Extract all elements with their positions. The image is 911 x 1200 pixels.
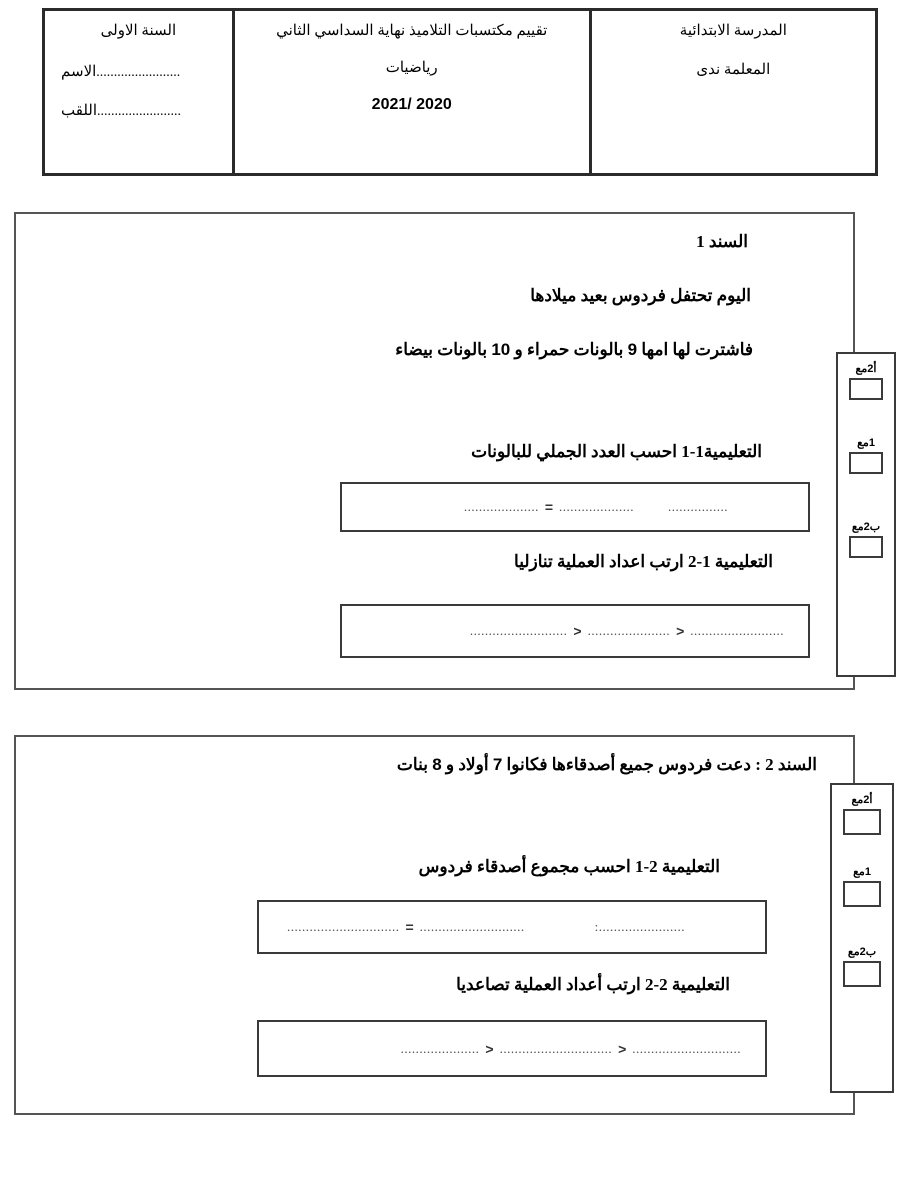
criterion-number: 1 [864,866,871,878]
criterion-number: 2 [863,794,870,806]
subject-name: رياضيات [385,59,438,76]
answer-1-dots-c: ................ [668,499,728,514]
boys-count: 7 [492,755,503,774]
exercise-1-task-1: التعليمية1-1 احسب العدد الجملي للبالونات [471,442,762,461]
header-cell-assessment [232,11,589,173]
student-surname-dots: ........................ [97,103,182,119]
criterion-suffix: أ [873,363,877,375]
criterion-prefix: مع [851,794,864,806]
context-text-a: فاشترت لها امها [641,340,753,359]
source-text-b: أولاد و [445,755,489,774]
context-text-b: بالونات حمراء و [514,340,624,359]
answer-1-dots-a: .............................. [286,919,400,934]
criterion-1-label [853,867,871,878]
answer-1-operator: = [405,919,414,935]
answer-1-dots-b: ............................ [419,919,525,934]
student-name-label: الاسم [61,63,97,80]
answer-1-dots-a: .................... [463,499,539,514]
answer-2-operator-1: < [573,623,582,639]
criterion-suffix: ب [865,946,877,958]
student-name-dots: ........................ [96,64,181,80]
criterion-2b [832,947,892,987]
criterion-2b-score-cell[interactable] [843,961,881,987]
exercise-2-answer-box-1[interactable] [257,900,767,954]
exercise-1-answer-box-1[interactable] [340,482,810,532]
criterion-2a-label [856,364,877,375]
criterion-2b-label [848,947,876,958]
answer-1-operator: = [544,499,553,515]
student-surname-field[interactable] [57,101,220,120]
criterion-number: 2 [867,363,874,375]
criterion-number: 1 [868,437,875,449]
exercise-block-1 [14,212,855,690]
exercise-2-task-2: التعليمية 2-2 ارتب أعداد العملية تصاعديا [456,975,730,994]
white-balloons-count: 10 [491,340,511,359]
exercise-1-task-2: التعليمية 1-2 ارتب اعداد العملية تنازليا [514,552,773,571]
exercise-2-answer-box-2[interactable] [257,1020,767,1077]
criterion-2a-score-cell[interactable] [843,809,881,835]
header-cell-student [45,11,232,173]
criterion-prefix: مع [847,946,860,958]
teacher-name: المعلمة ندى [696,61,771,78]
red-balloons-count: 9 [627,340,638,359]
criterion-prefix: مع [853,866,865,878]
answer-2-dots-c: ......................... [690,623,784,638]
exercise-1-context-line-1: اليوم تحتفل فردوس بعيد ميلادها [530,286,751,305]
criterion-1-score-cell[interactable] [843,881,881,907]
criterion-2b [838,522,894,558]
answer-2-dots-b: .............................. [499,1040,613,1056]
exercise-block-2 [14,735,855,1115]
source-text-a: السند 2 : دعت فردوس جميع أصدقاءها فكانوا [506,755,817,774]
criterion-1 [832,867,892,907]
grade-level: السنة الاولى [100,23,177,39]
answer-2-operator-1: < [485,1040,494,1057]
criterion-1 [838,438,894,474]
answer-2-dots-a: ..................... [400,1040,480,1056]
criterion-suffix: أ [869,794,873,806]
criterion-prefix: مع [857,437,869,449]
criterion-number: 2 [859,946,866,958]
answer-2-dots-b: ...................... [587,623,671,638]
criterion-2b-label [852,522,880,533]
answer-2-operator-2: < [618,1040,627,1057]
header-cell-school [589,11,875,173]
criterion-number: 2 [863,521,870,533]
student-surname-label: اللقب [61,102,98,119]
exercise-1-context-line-2 [395,340,753,360]
score-panel-exercise-2 [830,783,894,1093]
criterion-2a-score-cell[interactable] [849,378,883,400]
criterion-2b-score-cell[interactable] [849,536,883,558]
girls-count: 8 [432,755,442,774]
criterion-1-score-cell[interactable] [849,452,883,474]
exercise-2-task-1: التعليمية 2-1 احسب مجموع أصدقاء فردوس [418,857,720,876]
answer-2-dots-a: .......................... [469,623,568,638]
context-text-c: بالونات بيضاء [395,340,488,359]
criterion-1-label [857,438,875,449]
criterion-2a [838,364,894,400]
student-name-field[interactable] [57,62,220,81]
answer-1-dots-c: .......................: [594,919,685,934]
criterion-2a-label [852,795,873,806]
answer-2-dots-c: ............................. [632,1040,741,1056]
answer-2-operator-2: < [676,623,685,639]
exercise-1-source-title: السند 1 [696,232,748,251]
header-table [42,8,878,176]
school-name: المدرسة الابتدائية [679,23,787,39]
source-text-c: بنات [396,755,428,774]
criterion-2a [832,795,892,835]
assessment-title: تقييم مكتسبات التلاميذ نهاية السداسي الثاني [276,23,548,39]
criterion-suffix: ب [869,521,881,533]
exercise-2-source-line [397,755,817,775]
score-panel-exercise-1 [836,352,896,677]
answer-1-dots-b: .................... [559,499,634,514]
exercise-1-answer-box-2[interactable] [340,604,810,658]
criterion-prefix: مع [851,521,864,533]
criterion-prefix: مع [855,363,868,375]
school-year: 2021/ 2020 [371,96,452,113]
